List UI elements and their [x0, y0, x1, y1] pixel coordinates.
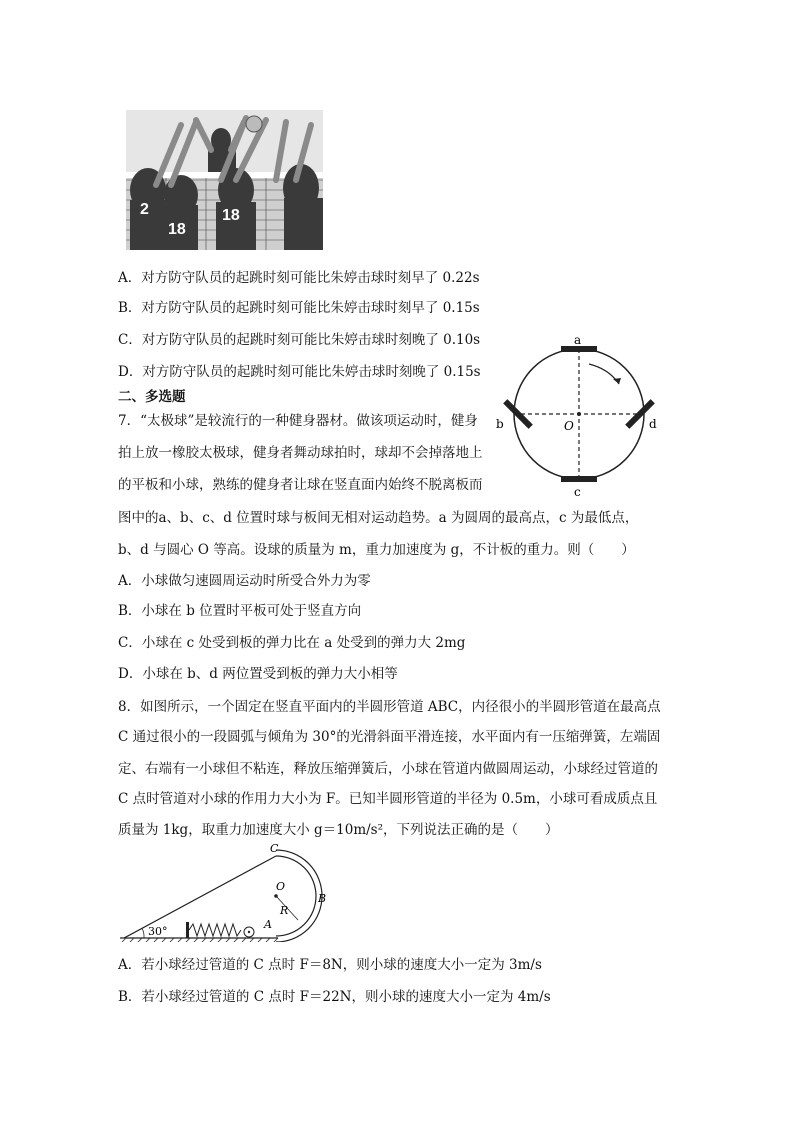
option-b-q6: B．对方防守队员的起跳时刻可能比朱婷击球时刻早了 0.15s	[118, 300, 480, 316]
label-a: A	[264, 918, 272, 931]
option-d-q7: D．小球在 b、d 两位置受到板的弹力大小相等	[118, 666, 398, 682]
q8-stem-line: 质量为 1kg，取重力加速度大小 g＝10m/s²，下列说法正确的是（ ）	[118, 822, 559, 838]
label-b: B	[318, 892, 327, 905]
option-a-q6: A．对方防守队员的起跳时刻可能比朱婷击球时刻早了 0.22s	[118, 270, 480, 286]
label-c: C	[270, 842, 279, 855]
label-d: d	[649, 417, 657, 431]
q8-stem-line: C 点时管道对小球的作用力大小为 F。已知半圆形管道的半径为 0.5m，小球可看成质点且	[118, 791, 658, 807]
label-c: c	[574, 485, 581, 499]
label-o: O	[276, 880, 286, 893]
option-c-q7: C．小球在 c 处受到板的弹力比在 a 处受到的弹力大 2mg	[118, 635, 466, 651]
label-b: b	[496, 417, 504, 431]
option-b-q7: B．小球在 b 位置时平板可处于竖直方向	[118, 603, 362, 619]
q7-stem-line: 拍上放一橡胶太极球，健身者舞动球拍时，球却不会掉落地上	[118, 445, 483, 461]
option-c-q6: C．对方防守队员的起跳时刻可能比朱婷击球时刻晚了 0.10s	[118, 332, 481, 348]
jersey-number: 18	[168, 221, 186, 238]
section-heading: 二、多选题	[118, 389, 186, 405]
jersey-number: 2	[140, 201, 149, 218]
jersey-number: 18	[222, 207, 240, 224]
q7-stem-line: b、d 与圆心 O 等高。设球的质量为 m，重力加速度为 g，不计板的重力。则（ ）	[118, 542, 635, 558]
option-d-q6: D．对方防守队员的起跳时刻可能比朱婷击球时刻晚了 0.15s	[118, 364, 481, 380]
q8-stem-line: C 通过很小的一段圆弧与倾角为 30°的光滑斜面平滑连接，水平面内有一压缩弹簧，左端固	[118, 729, 661, 745]
label-o: O	[564, 419, 574, 433]
taiji-ball-diagram	[494, 334, 664, 499]
q7-stem-line: 7．“太极球”是较流行的一种健身器材。做该项运动时，健身	[118, 413, 478, 429]
label-a: a	[574, 334, 582, 347]
volleyball-photo	[126, 110, 323, 250]
q8-stem-line: 8．如图所示，一个固定在竖直平面内的半圆形管道 ABC，内径很小的半圆形管道在最高点	[118, 699, 661, 715]
option-a-q7: A．小球做匀速圆周运动时所受合外力为零	[118, 573, 371, 589]
option-b-q8: B．若小球经过管道的 C 点时 F＝22N，则小球的速度大小一定为 4m/s	[118, 989, 551, 1005]
label-r: R	[280, 904, 289, 917]
angle-label: 30°	[148, 925, 168, 938]
option-a-q8: A．若小球经过管道的 C 点时 F＝8N，则小球的速度大小一定为 3m/s	[118, 957, 542, 973]
semicircle-pipe-diagram	[118, 842, 333, 942]
q7-stem-line: 图中的a、b、c、d 位置时球与板间无相对运动趋势。a 为圆周的最高点，c 为最低点，	[118, 510, 639, 526]
q7-stem-line: 的平板和小球，熟练的健身者让球在竖直面内始终不脱离板而	[118, 477, 483, 493]
q8-stem-line: 定、右端有一小球但不粘连，释放压缩弹簧后，小球在管道内做圆周运动，小球经过管道的	[118, 761, 658, 777]
